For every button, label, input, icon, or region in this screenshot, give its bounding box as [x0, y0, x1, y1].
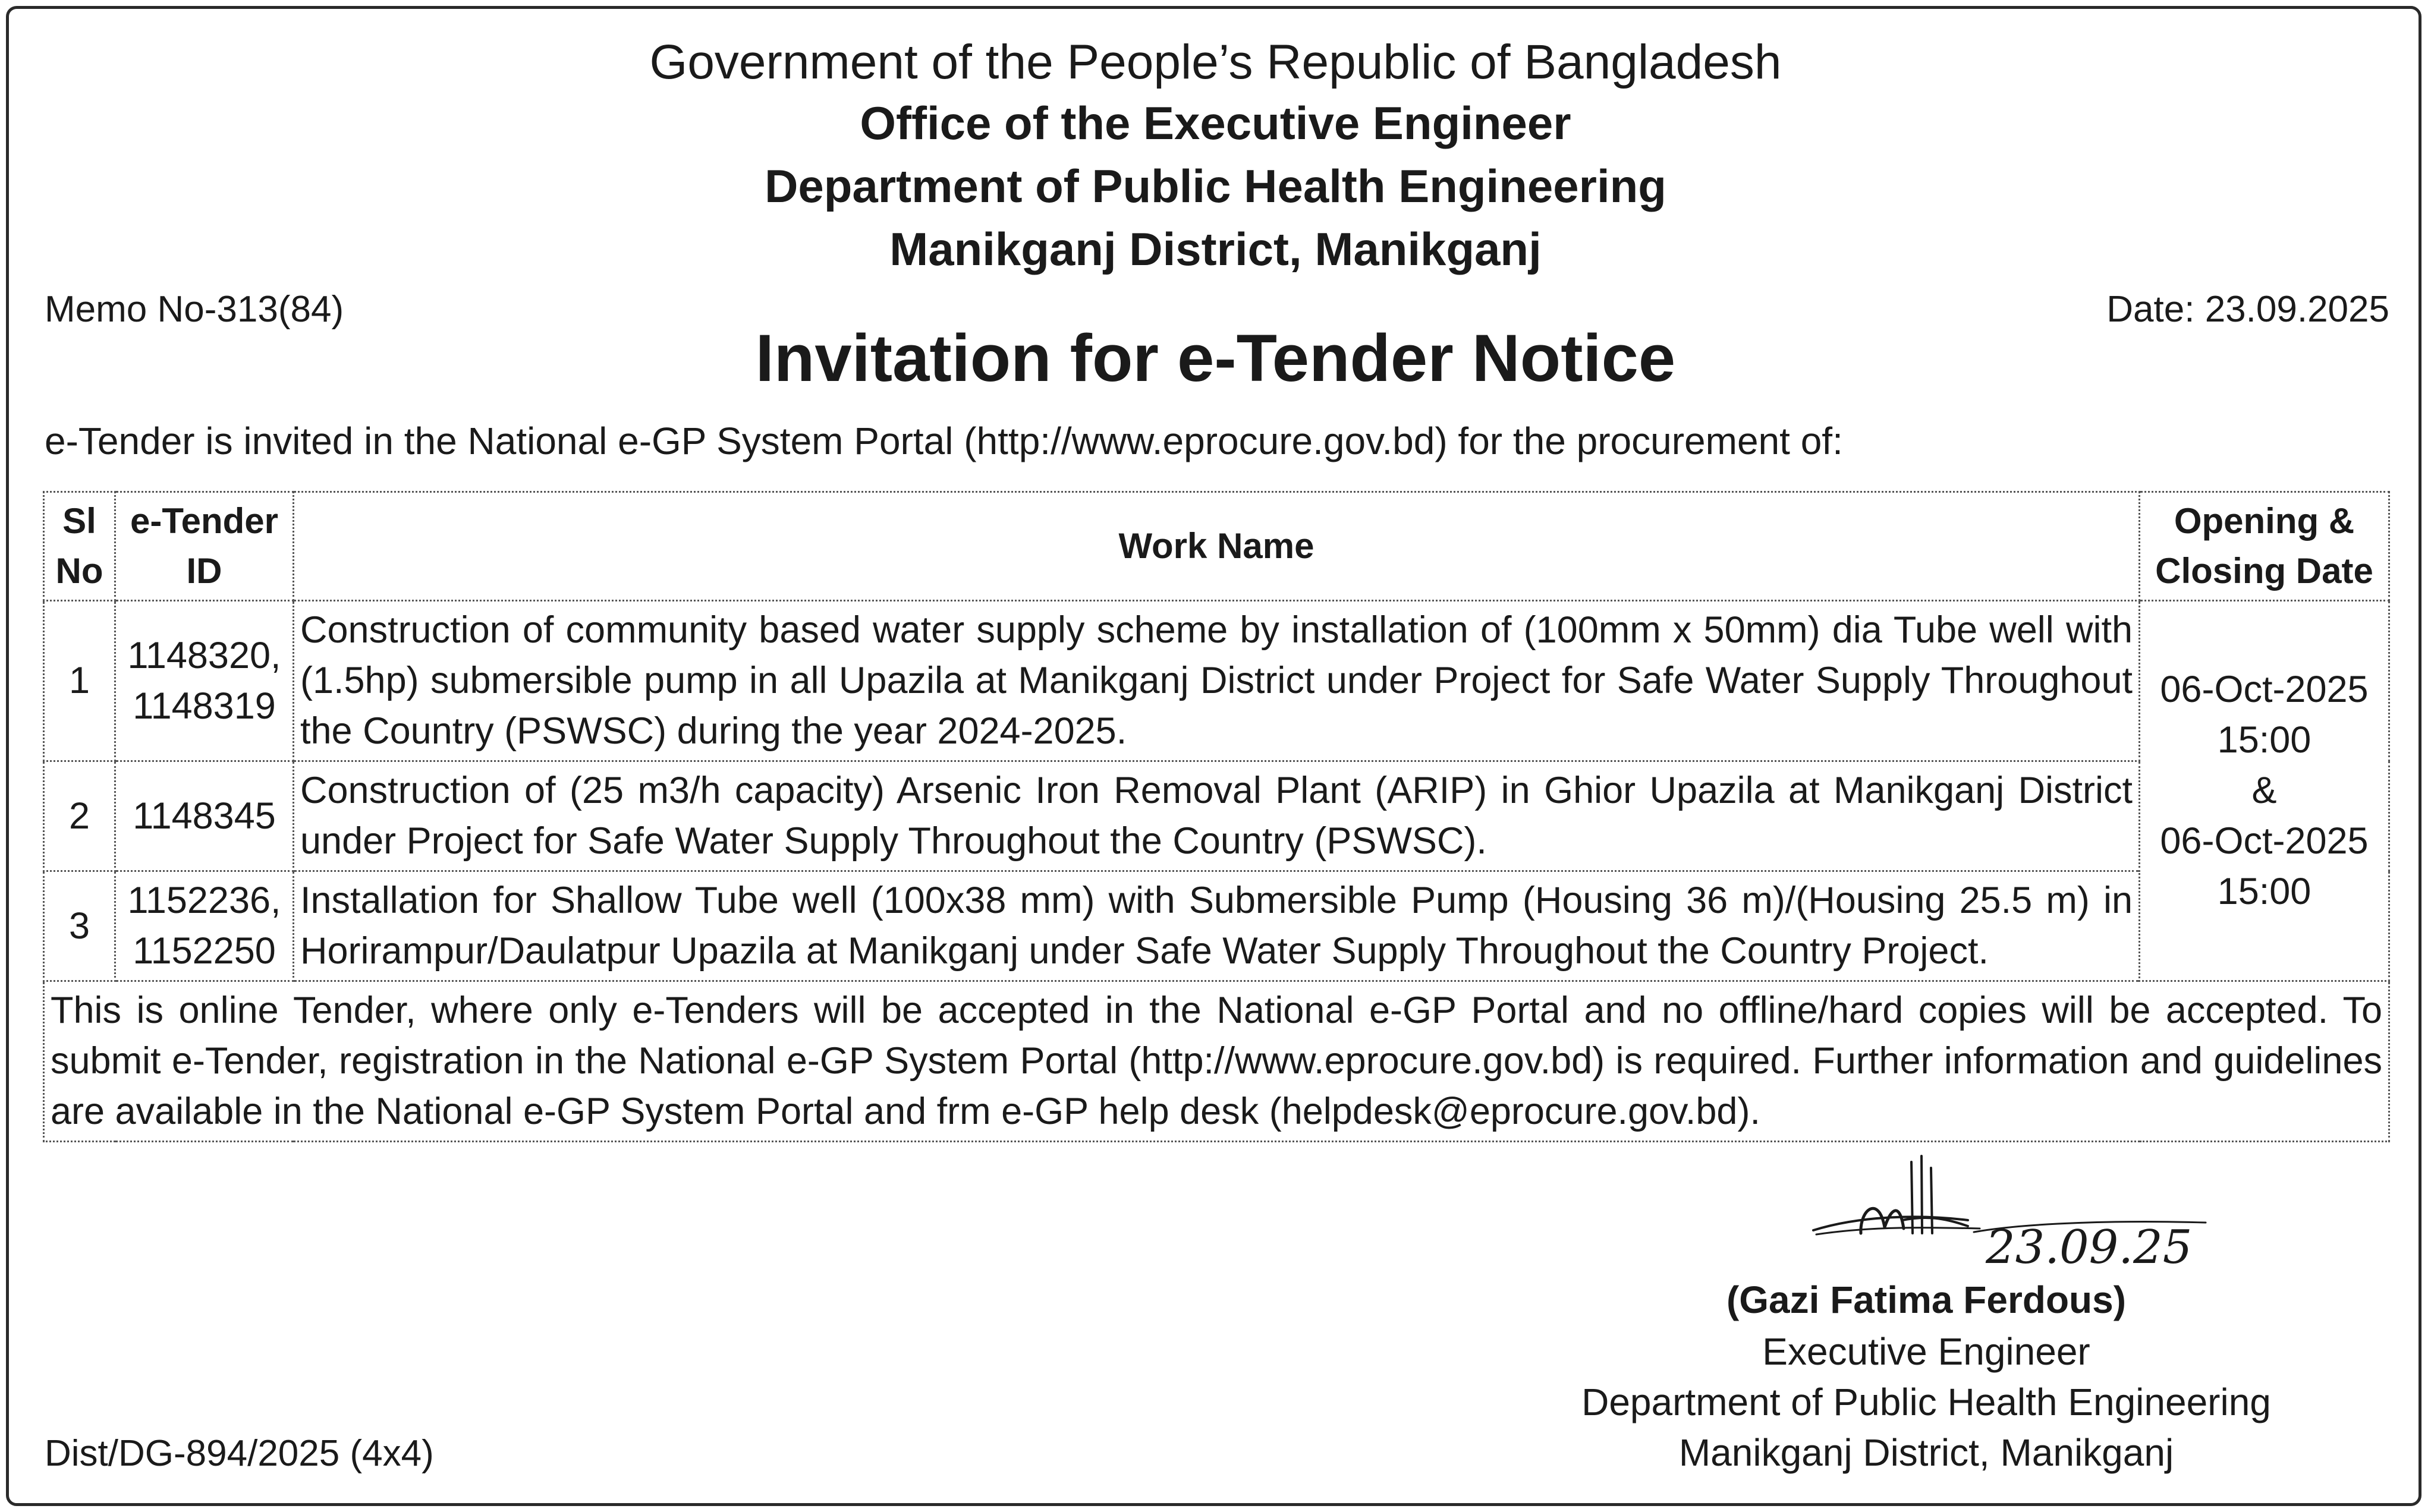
notice-date: Date: 23.09.2025 — [2106, 289, 2389, 330]
header-work-name: Work Name — [294, 492, 2140, 601]
signature-image — [1790, 1144, 2241, 1281]
table-row — [44, 761, 2389, 871]
table-row — [44, 871, 2389, 981]
row-work-name: Installation for Shallow Tube well (100x38 mm) with Submersible Pump (Housing 36 m)/(Housing 25.5 m) in Horirampur/Daulatpur Upazila at Manikganj under Safe Water Supply Throughout the Country Project. — [294, 871, 2140, 981]
signatory-designation: Executive Engineer — [1762, 1330, 2090, 1373]
table-header-row — [44, 492, 2389, 601]
svg-text:23.09.25: 23.09.25 — [1986, 1221, 2193, 1274]
row-sl: 1 — [44, 601, 115, 761]
tender-table — [43, 491, 2390, 1142]
closing-time: 15:00 — [2217, 871, 2312, 912]
row-sl: 3 — [44, 871, 115, 981]
row-work-name: Construction of (25 m3/h capacity) Arsenic Iron Removal Plant (ARIP) in Ghior Upazila at Manikganj District under Project for Safe Water Supply Throughout the Country (PSWSC). — [294, 761, 2140, 871]
table-footer-row — [44, 981, 2389, 1142]
table-row — [44, 601, 2389, 761]
signatory-name: (Gazi Fatima Ferdous) — [1726, 1278, 2127, 1321]
row-work-name: Construction of community based water supply scheme by installation of (100mm x 50mm) dia Tube well with (1.5hp) submersible pump in all Upazila at Manikganj District under Project for Safe Water Supply Throughout the Country (PSWSC) during the year 2024-2025. — [294, 601, 2140, 761]
signatory-department: Department of Public Health Engineering — [1581, 1381, 2271, 1423]
opening-closing-dates — [2140, 601, 2389, 981]
department-heading: Department of Public Health Engineering — [765, 160, 1666, 212]
notice-title: Invitation for e-Tender Notice — [755, 321, 1676, 395]
intro-text: e-Tender is invited in the National e-GP System Portal (http://www.eprocure.gov.bd) for the procurement of: — [45, 420, 1843, 462]
office-heading: Office of the Executive Engineer — [860, 97, 1571, 149]
row-tender-id: 1148320, 1148319 — [115, 601, 294, 761]
government-heading: Government of the People’s Republic of Bangladesh — [649, 35, 1782, 89]
header-tender-id: e-Tender ID — [115, 492, 294, 601]
header-sl-no: Sl No — [44, 492, 115, 601]
memo-number: Memo No-313(84) — [45, 289, 344, 330]
closing-date: 06-Oct-2025 — [2160, 820, 2369, 862]
date-separator: & — [2251, 770, 2277, 811]
tender-instructions: This is online Tender, where only e-Tenders will be accepted in the National e-GP Portal and no offline/hard copies will be accepted. To submit e-Tender, registration in the National e-GP System Portal (http://www.eprocure.gov.bd) is required. Further information and guidelines are available in the National e-GP System Portal and frm e-GP help desk (helpdesk@eprocure.gov.bd). — [44, 981, 2389, 1142]
distribution-code: Dist/DG-894/2025 (4x4) — [45, 1433, 434, 1474]
opening-date: 06-Oct-2025 — [2160, 669, 2369, 710]
signatory-location: Manikganj District, Manikganj — [1678, 1431, 2174, 1474]
opening-time: 15:00 — [2217, 719, 2312, 761]
row-tender-id: 1148345 — [115, 761, 294, 871]
district-heading: Manikganj District, Manikganj — [889, 223, 1542, 275]
row-tender-id: 1152236, 1152250 — [115, 871, 294, 981]
row-sl: 2 — [44, 761, 115, 871]
header-opening-closing-date: Opening & Closing Date — [2140, 492, 2389, 601]
